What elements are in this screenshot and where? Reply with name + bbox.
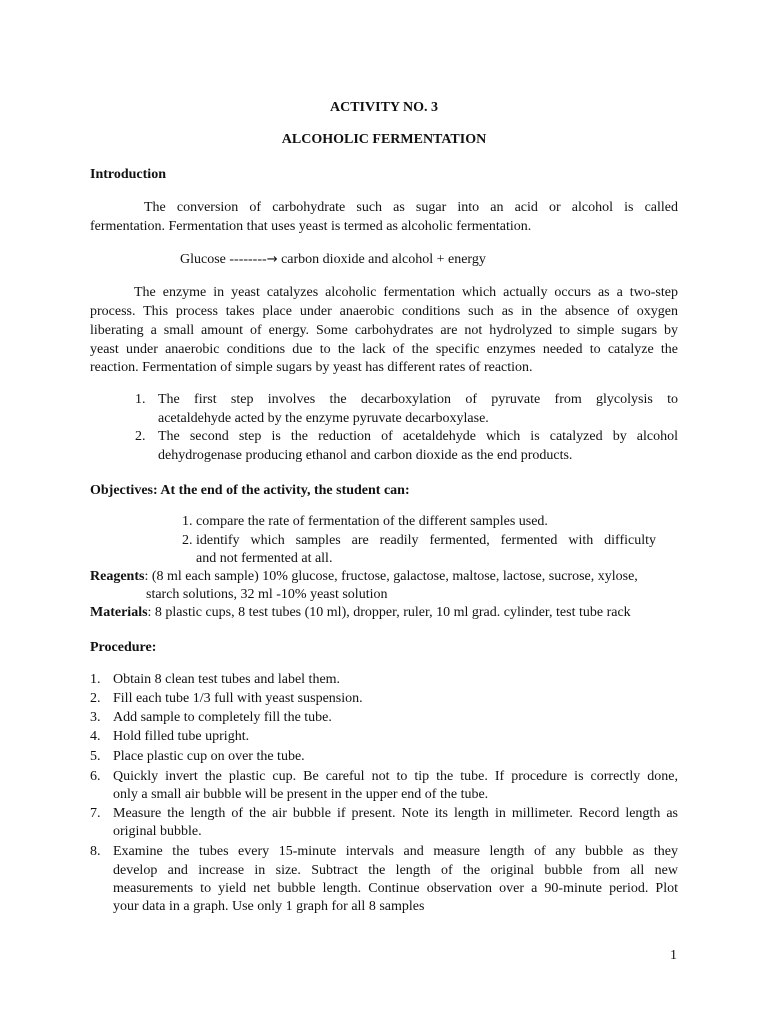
- objectives-line: [90, 481, 410, 500]
- reagents-line-1: [90, 567, 638, 586]
- procedure-step-7-line-1: Measure the length of the air bubble if present. Note its length in millimeter. Record length as: [113, 806, 678, 821]
- objectives-lead: : At the end of the activity, the student can:: [152, 483, 410, 498]
- intro-p2-line-1: The enzyme in yeast catalyzes alcoholic fermentation which actually occurs as a two-step: [134, 285, 678, 300]
- reagents-text: : (8 ml each sample) 10% glucose, fructose, galactose, maltose, lactose, sucrose, xylose,: [144, 569, 638, 584]
- objective-2-line-2: and not fermented at all.: [196, 551, 333, 566]
- procedure-number: 8.: [90, 844, 101, 859]
- procedure-number: 3.: [90, 710, 101, 725]
- equation-products: carbon dioxide and alcohol + energy: [277, 252, 486, 267]
- fermentation-equation: [180, 250, 486, 269]
- step-1-line-2: acetaldehyde acted by the enzyme pyruvate decarboxylase.: [158, 411, 489, 426]
- procedure-number: 2.: [90, 691, 101, 706]
- introduction-heading: Introduction: [90, 167, 166, 182]
- procedure-step-8-line-3: measurements to yield net bubble length. Continue observation over a 90-minute period. Plot: [113, 881, 678, 896]
- procedure-number: 6.: [90, 769, 101, 784]
- step-number: 1.: [135, 392, 146, 407]
- objective-2-line-1: identify which samples are readily fermented, fermented with difficulty: [196, 533, 656, 548]
- step-2-line-1: The second step is the reduction of acetaldehyde which is catalyzed by alcohol: [158, 429, 678, 444]
- objectives-label: Objectives: [90, 483, 153, 498]
- page-number: 1: [670, 948, 677, 963]
- intro-p2-line-4: yeast under anaerobic conditions due to the lack of the specific enzymes needed to catalyze the: [90, 342, 678, 357]
- objective-number: 1.: [182, 514, 193, 529]
- intro-p2-line-2: process. This process takes place under anaerobic conditions such as in the absence of oxygen: [90, 304, 678, 319]
- procedure-step-5: Place plastic cup on over the tube.: [113, 749, 305, 764]
- objective-1: compare the rate of fermentation of the different samples used.: [196, 514, 548, 529]
- procedure-number: 1.: [90, 672, 101, 687]
- procedure-step-1: Obtain 8 clean test tubes and label them.: [113, 672, 341, 687]
- activity-title: ACTIVITY NO. 3: [330, 100, 438, 115]
- step-2-line-2: dehydrogenase producing ethanol and carbon dioxide as the end products.: [158, 448, 573, 463]
- intro-p2-line-5: reaction. Fermentation of simple sugars by yeast has different rates of reaction.: [90, 360, 533, 375]
- procedure-step-7-line-2: original bubble.: [113, 824, 202, 839]
- procedure-step-4: Hold filled tube upright.: [113, 729, 250, 744]
- procedure-number: 4.: [90, 729, 101, 744]
- reagents-label: Reagents: [90, 569, 145, 584]
- materials-line: [90, 603, 631, 622]
- reagents-line-2: starch solutions, 32 ml -10% yeast solution: [146, 587, 388, 602]
- objective-number: 2.: [182, 533, 193, 548]
- procedure-heading: Procedure:: [90, 640, 157, 655]
- procedure-step-3: Add sample to completely fill the tube.: [113, 710, 332, 725]
- procedure-step-8-line-2: develop and increase in size. Subtract the length of the original bubble from all new: [113, 863, 678, 878]
- step-number: 2.: [135, 429, 146, 444]
- procedure-step-8-line-4: your data in a graph. Use only 1 graph for all 8 samples: [113, 899, 425, 914]
- procedure-step-6-line-1: Quickly invert the plastic cup. Be careful not to tip the tube. If procedure is correctly done,: [113, 769, 678, 784]
- procedure-step-6-line-2: only a small air bubble will be present in the upper end of the tube.: [113, 787, 489, 802]
- procedure-number: 7.: [90, 806, 101, 821]
- intro-p1-line-1: The conversion of carbohydrate such as sugar into an acid or alcohol is called: [144, 200, 678, 215]
- materials-text: : 8 plastic cups, 8 test tubes (10 ml), dropper, ruler, 10 ml grad. cylinder, test tube rack: [147, 605, 631, 620]
- intro-p2-line-3: liberating a small amount of energy. Some carbohydrates are not hydrolyzed to simple sugars by: [90, 323, 678, 338]
- arrow-icon: →: [266, 252, 278, 267]
- procedure-step-8-line-1: Examine the tubes every 15-minute intervals and measure length of any bubble as they: [113, 844, 678, 859]
- activity-subtitle: ALCOHOLIC FERMENTATION: [281, 132, 487, 147]
- procedure-number: 5.: [90, 749, 101, 764]
- equation-reactant: Glucose --------: [180, 252, 267, 267]
- intro-p1-line-2: fermentation. Fermentation that uses yeast is termed as alcoholic fermentation.: [90, 219, 532, 234]
- procedure-step-2: Fill each tube 1/3 full with yeast suspension.: [113, 691, 363, 706]
- materials-label: Materials: [90, 605, 148, 620]
- step-1-line-1: The first step involves the decarboxylation of pyruvate from glycolysis to: [158, 392, 678, 407]
